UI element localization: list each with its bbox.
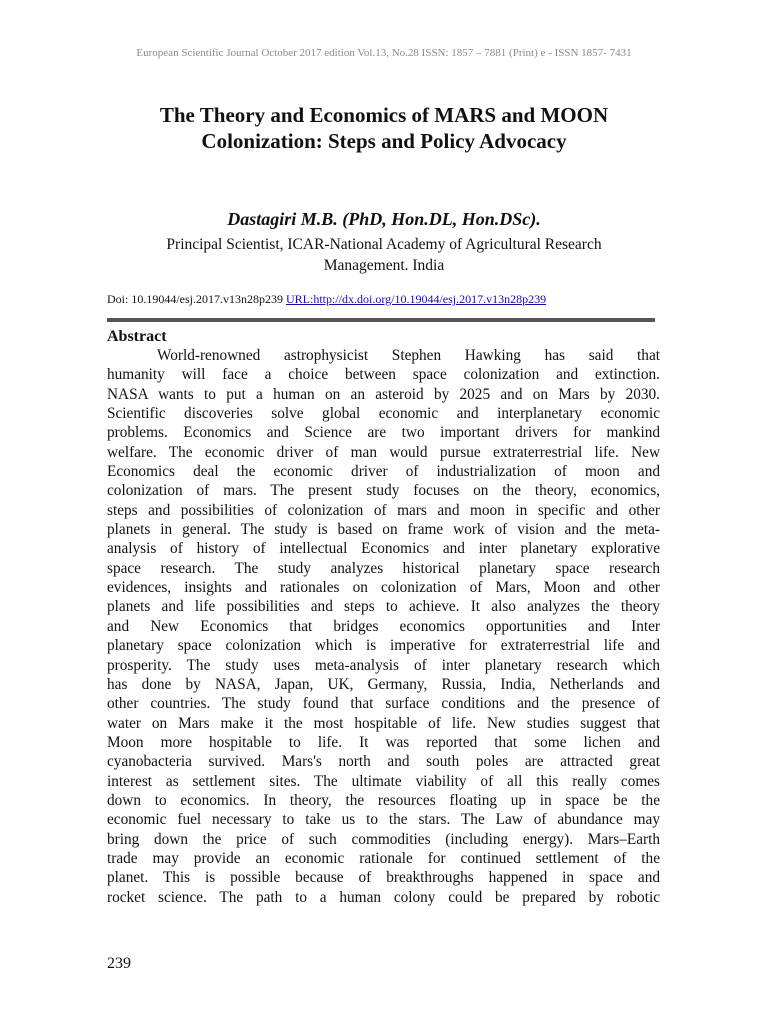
- abstract-line: prosperity. The study uses meta-analysis of inter planetary research which: [107, 656, 660, 674]
- section-divider: [107, 318, 655, 322]
- doi-link[interactable]: URL:http://dx.doi.org/10.19044/esj.2017.v13n28p239: [286, 292, 547, 306]
- abstract-line: Economics deal the economic driver of industrialization of moon and: [107, 463, 660, 481]
- abstract-line: and New Economics that bridges economics opportunities and Inter: [107, 617, 660, 635]
- abstract-line: World-renowned astrophysicist Stephen Hawking has said that: [157, 347, 660, 364]
- paper-title-line: Colonization: Steps and Policy Advocacy: [201, 129, 567, 153]
- paper-title-line: The Theory and Economics of MARS and MOON: [159, 103, 609, 127]
- abstract-line: down to economics. In theory, the resources floating up in space be the: [107, 791, 660, 809]
- abstract-line: Scientific discoveries solve global economic and interplanetary economic: [107, 405, 660, 423]
- page-number: 239: [107, 955, 131, 972]
- affiliation-line: Management. India: [323, 257, 445, 274]
- abstract-line: steps and possibilities of colonization of mars and moon in specific and other: [107, 501, 660, 519]
- abstract-line: planets in general. The study is based on frame work of vision and the meta-: [107, 521, 660, 539]
- doi-label: Doi: 10.19044/esj.2017.v13n28p239: [107, 292, 283, 306]
- author-name: Dastagiri M.B. (PhD, Hon.DL, Hon.DSc).: [227, 209, 541, 229]
- abstract-line: water on Mars make it the most hospitable of life. New studies suggest that: [107, 714, 660, 732]
- abstract-heading: Abstract: [107, 328, 167, 345]
- abstract-line: NASA wants to put a human on an asteroid by 2025 and on Mars by 2030.: [107, 385, 660, 403]
- author-affiliation: [100, 234, 668, 276]
- abstract-line: has done by NASA, Japan, UK, Germany, Russia, India, Netherlands and: [107, 675, 660, 693]
- abstract-line: problems. Economics and Science are two important drivers for mankind: [107, 424, 660, 442]
- abstract-line: planetary space colonization which is imperative for extraterrestrial life and: [107, 637, 660, 655]
- abstract-line: planets and life possibilities and steps to achieve. It also analyzes the theory: [107, 598, 660, 616]
- abstract-line: humanity will face a choice between space colonization and extinction.: [107, 366, 660, 384]
- abstract-body: [107, 346, 660, 907]
- abstract-line: Moon more hospitable to life. It was reported that some lichen and: [107, 733, 660, 751]
- abstract-line: economic fuel necessary to take us to the stars. The Law of abundance may: [107, 811, 660, 829]
- abstract-line: interest as settlement sites. The ultimate viability of all this really comes: [107, 772, 660, 790]
- affiliation-line: Principal Scientist, ICAR-National Academy of Agricultural Research: [166, 236, 602, 253]
- doi-line: [107, 292, 546, 307]
- abstract-line: other countries. The study found that surface conditions and the presence of: [107, 695, 660, 713]
- abstract-line: analysis of history of intellectual Economics and inter planetary explorative: [107, 540, 660, 558]
- abstract-line: bring down the price of such commodities (including energy). Mars–Earth: [107, 830, 660, 848]
- abstract-line: planet. This is possible because of breakthroughs happened in space and: [107, 869, 660, 887]
- journal-running-header: European Scientific Journal October 2017 edition Vol.13, No.28 ISSN: 1857 – 7881 (Print) e - ISSN 1857- 7431: [136, 47, 632, 59]
- abstract-line: welfare. The economic driver of man would pursue extraterrestrial life. New: [107, 443, 660, 461]
- abstract-line: cyanobacteria survived. Mars's north and south poles are attracted great: [107, 753, 660, 771]
- abstract-line: trade may provide an economic rationale for continued settlement of the: [107, 849, 660, 867]
- paper-title: [90, 102, 678, 154]
- abstract-line: evidences, insights and rationales on colonization of Mars, Moon and other: [107, 579, 660, 597]
- abstract-line: rocket science. The path to a human colony could be prepared by robotic: [107, 888, 660, 906]
- abstract-line: colonization of mars. The present study focuses on the theory, economics,: [107, 482, 660, 500]
- abstract-line: space research. The study analyzes historical planetary space research: [107, 559, 660, 577]
